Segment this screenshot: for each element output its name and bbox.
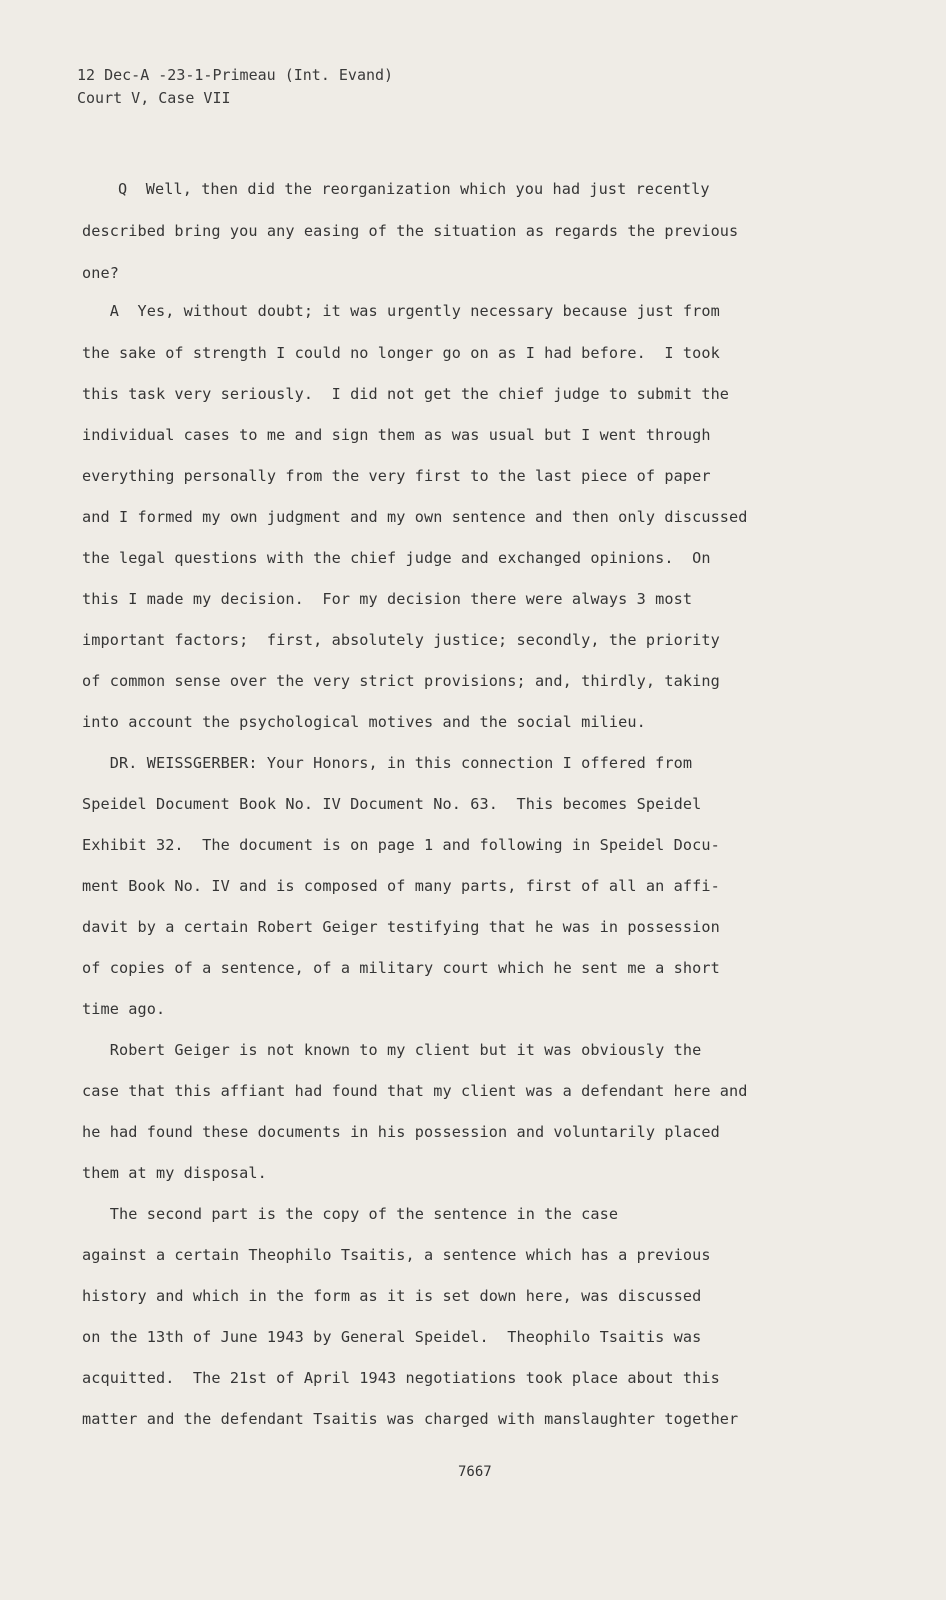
- text-line: Speidel Document Book No. IV Document No. 63. This becomes Speidel: [82, 795, 702, 813]
- text-line: acquitted. The 21st of April 1943 negotiations took place about this: [82, 1369, 720, 1387]
- text-line: ment Book No. IV and is composed of many parts, first of all an affi-: [82, 877, 720, 895]
- text-line: Q Well, then did the reorganization which you had just recently: [118, 180, 710, 198]
- text-line: time ago.: [82, 1000, 166, 1018]
- header-line-2: Court V, Case VII: [77, 89, 231, 107]
- text-line: this task very seriously. I did not get the chief judge to submit the: [82, 385, 730, 403]
- document-header: [77, 64, 393, 110]
- text-line: matter and the defendant Tsaitis was charged with manslaughter together: [82, 1410, 739, 1428]
- text-line: important factors; first, absolutely justice; secondly, the priority: [82, 631, 720, 649]
- text-line: everything personally from the very first to the last piece of paper: [82, 467, 711, 485]
- text-line: described bring you any easing of the situation as regards the previous: [82, 222, 739, 240]
- text-line: the sake of strength I could no longer go on as I had before. I took: [82, 344, 720, 362]
- text-line: against a certain Theophilo Tsaitis, a sentence which has a previous: [82, 1246, 711, 1264]
- text-line: one?: [82, 264, 119, 282]
- text-line: davit by a certain Robert Geiger testifying that he was in possession: [82, 918, 720, 936]
- text-line: on the 13th of June 1943 by General Speidel. Theophilo Tsaitis was: [82, 1328, 702, 1346]
- text-line: and I formed my own judgment and my own sentence and then only discussed: [82, 508, 748, 526]
- text-line: Robert Geiger is not known to my client but it was obviously the: [82, 1041, 702, 1059]
- page-number: 7667: [458, 1464, 492, 1480]
- header-line-1: 12 Dec-A -23-1-Primeau (Int. Evand): [77, 66, 394, 84]
- text-line: Exhibit 32. The document is on page 1 and following in Speidel Docu-: [82, 836, 720, 854]
- text-line: history and which in the form as it is set down here, was discussed: [82, 1287, 702, 1305]
- text-line: them at my disposal.: [82, 1164, 267, 1182]
- text-line: into account the psychological motives and the social milieu.: [82, 713, 646, 731]
- text-line: individual cases to me and sign them as was usual but I went through: [82, 426, 711, 444]
- text-line: this I made my decision. For my decision there were always 3 most: [82, 590, 693, 608]
- text-line: DR. WEISSGERBER: Your Honors, in this connection I offered from: [82, 754, 693, 772]
- text-line: of common sense over the very strict provisions; and, thirdly, taking: [82, 672, 720, 690]
- text-line: The second part is the copy of the sentence in the case: [82, 1205, 619, 1223]
- text-line: of copies of a sentence, of a military court which he sent me a short: [82, 959, 720, 977]
- text-line: the legal questions with the chief judge and exchanged opinions. On: [82, 549, 711, 567]
- text-line: he had found these documents in his possession and voluntarily placed: [82, 1123, 720, 1141]
- text-line: A Yes, without doubt; it was urgently necessary because just from: [82, 302, 720, 320]
- text-line: case that this affiant had found that my client was a defendant here and: [82, 1082, 748, 1100]
